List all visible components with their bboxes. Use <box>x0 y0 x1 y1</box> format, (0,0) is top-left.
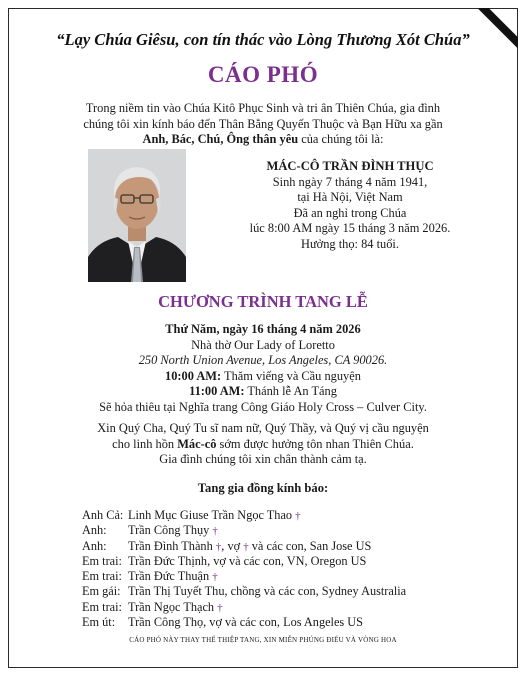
family-row <box>82 600 502 615</box>
family-member <box>128 615 363 630</box>
program-cremation: Sẽ hỏa thiêu tại Nghĩa trang Công Giáo Holy Cross – Culver City. <box>99 399 427 414</box>
family-row <box>82 615 502 630</box>
family-member-name: Trần Đức Thịnh, vợ và các con, VN, Oregon US <box>128 553 367 568</box>
family-row <box>82 539 502 554</box>
closing-saint-name: Mác-cô <box>177 436 217 451</box>
family-member-name: Trần Công Thọ, vợ và các con, Los Angeles US <box>128 615 363 630</box>
family-member-name: Trần Công Thụy <box>128 523 210 538</box>
portrait-illustration <box>88 149 186 282</box>
closing-line-2-pre: cho linh hồn <box>112 436 178 451</box>
family-member <box>128 584 406 599</box>
cross-icon: † <box>212 571 218 584</box>
intro-line-1: Trong niềm tin vào Chúa Kitô Phục Sinh và tri ân Thiên Chúa, gia đình <box>85 101 441 115</box>
intro-relation: Anh, Bác, Chú, Ông thân yêu <box>142 132 299 146</box>
event-2-label: Thánh lễ An Táng <box>244 384 337 399</box>
closing-line-3: Gia đình chúng tôi xin chân thành cảm tạ. <box>159 452 367 467</box>
deceased-details <box>230 159 470 252</box>
family-member <box>128 523 218 539</box>
footer-note: CÁO PHÓ NÀY THAY THẾ THIỆP TANG, XIN MIỄN PHÚNG ĐIẾU VÀ VÒNG HOA <box>129 636 397 644</box>
event-1-label: Thăm viếng và Cầu nguyện <box>221 368 361 383</box>
closing-line-2-post: sớm được hưởng tôn nhan Thiên Chúa. <box>216 436 414 451</box>
birth-place: tại Hà Nội, Việt Nam <box>297 190 403 204</box>
program-address: 250 North Union Avenue, Los Angeles, CA 90026. <box>138 353 388 368</box>
family-member-location: và các con, San Jose US <box>248 538 372 553</box>
portrait-photo <box>88 149 186 282</box>
family-relation: Anh Cả: <box>82 508 124 522</box>
family-relation: Em trai: <box>82 553 122 568</box>
family-row <box>82 508 502 523</box>
intro-paragraph <box>60 101 466 148</box>
cross-icon: † <box>212 525 218 538</box>
family-relation: Em út: <box>82 615 116 630</box>
family-row <box>82 554 502 569</box>
family-member <box>128 508 301 524</box>
family-relation: Anh: <box>82 538 107 553</box>
intro-line-2: chúng tôi xin kính báo đến Thân Bằng Quyến Thuộc và Bạn Hữu xa gần <box>83 116 443 131</box>
passed-time: lúc 8:00 AM ngày 15 tháng 3 năm 2026. <box>249 221 451 235</box>
family-list <box>82 508 502 630</box>
family-member-spouse: , vợ <box>221 538 241 553</box>
page-title: CÁO PHÓ <box>207 62 319 87</box>
intro-line-3-rest: của chúng tôi là: <box>298 132 384 146</box>
family-member <box>128 600 223 616</box>
closing-paragraph <box>40 421 486 468</box>
family-member-name: Trần Thị Tuyết Thu, chồng và các con, Sydney Australia <box>128 584 407 599</box>
family-member-name: Linh Mục Giuse Trần Ngọc Thao <box>128 508 293 522</box>
program-church: Nhà thờ Our Lady of Loretto <box>191 337 335 352</box>
family-row <box>82 569 502 584</box>
event-2-time: 11:00 AM: <box>189 384 245 399</box>
cross-icon: † <box>243 540 249 553</box>
prayer-motto: “Lạy Chúa Giêsu, con tín thác vào Lòng Thương Xót Chúa” <box>56 30 470 49</box>
birth-date: Sinh ngày 7 tháng 4 năm 1941, <box>272 174 428 189</box>
family-relation: Em trai: <box>82 569 122 584</box>
family-relation: Em trai: <box>82 599 122 614</box>
event-1-time: 10:00 AM: <box>165 368 222 383</box>
family-member-name: Trần Đức Thuận <box>128 569 210 584</box>
family-member <box>128 569 218 585</box>
cross-icon: † <box>295 510 301 522</box>
deceased-name: MÁC-CÔ TRẦN ĐÌNH THỤC <box>266 159 434 173</box>
program-event-1 <box>40 369 486 385</box>
family-member <box>128 539 371 555</box>
family-member-name: Trần Ngọc Thạch <box>128 599 215 614</box>
family-relation: Em gái: <box>82 584 121 599</box>
program-event-2 <box>40 384 486 400</box>
cross-icon: † <box>215 540 222 553</box>
closing-line-1: Xin Quý Cha, Quý Tu sĩ nam nữ, Quý Thầy, và Quý vị cầu nguyện <box>97 421 429 435</box>
intro-line-3 <box>60 132 466 148</box>
family-row <box>82 523 502 538</box>
family-member <box>128 554 366 569</box>
funeral-program <box>40 322 486 416</box>
cross-icon: † <box>217 601 223 614</box>
passed-note: Đã an nghỉ trong Chúa <box>293 205 407 220</box>
program-date: Thứ Năm, ngày 16 tháng 4 năm 2026 <box>165 322 361 336</box>
program-title: CHƯƠNG TRÌNH TANG LỄ <box>158 292 368 311</box>
family-member-name: Trần Đình Thành <box>128 538 213 553</box>
family-row <box>82 584 502 599</box>
family-title: Tang gia đồng kính báo: <box>197 481 329 495</box>
age: Hưởng thọ: 84 tuổi. <box>301 236 399 251</box>
closing-line-2 <box>40 437 486 453</box>
family-relation: Anh: <box>82 523 107 538</box>
